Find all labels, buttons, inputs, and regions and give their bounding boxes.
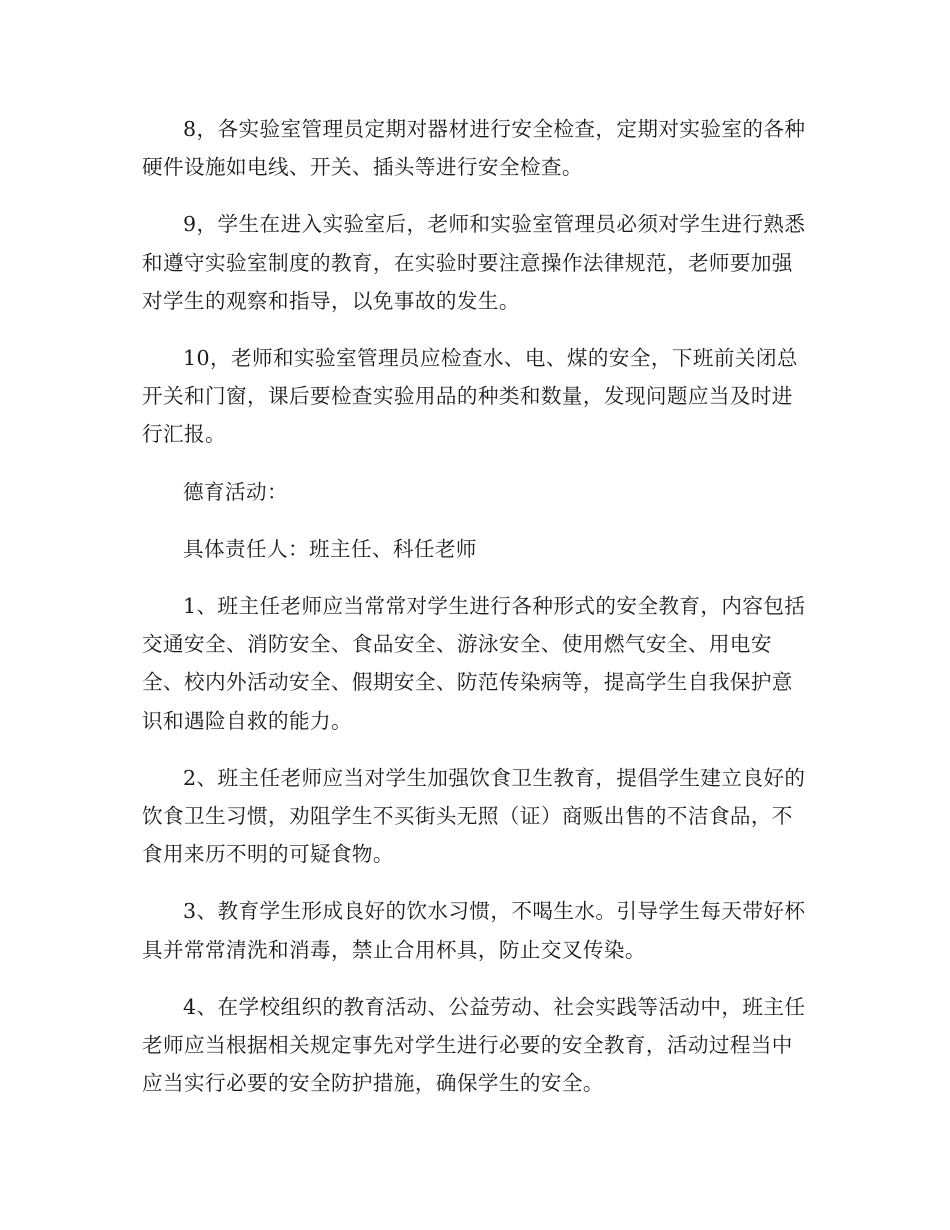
section-heading-moral-activities: 德育活动：	[183, 479, 288, 504]
paragraph-drinking-water: 3、教育学生形成良好的饮水习惯，不喝生水。引导学生每天带好杯具并常常清洗和消毒，禁止合用杯具，防止交叉传染。	[142, 899, 806, 962]
paragraph-activity-safety: 4、在学校组织的教育活动、公益劳动、社会实践等活动中，班主任老师应当根据相关规定事先对学生进行必要的安全教育，活动过程当中应当实行必要的安全防护措施，确保学生的安全。	[142, 994, 806, 1096]
paragraph-safety-education: 1、班主任老师应当常常对学生进行各种形式的安全教育，内容包括交通安全、消防安全、食品安全、游泳安全、使用燃气安全、用电安全、校内外活动安全、假期安全、防范传染病等，提高学生自我保护意识和遇险自救的能力。	[142, 594, 806, 733]
paragraph-lab-closing-check: 10，老师和实验室管理员应检查水、电、煤的安全，下班前关闭总开关和门窗，课后要检查实验用品的种类和数量，发现问题应当及时进行汇报。	[142, 346, 798, 447]
responsible-persons-line: 具体责任人：班主任、科任老师	[183, 536, 477, 561]
document-body	[142, 110, 807, 1102]
paragraph-food-hygiene: 2、班主任老师应当对学生加强饮食卫生教育，提倡学生建立良好的饮食卫生习惯，劝阻学生不买街头无照（证）商贩出售的不洁食品，不食用来历不明的可疑食物。	[142, 765, 806, 867]
paragraph-lab-entry-education: 9，学生在进入实验室后，老师和实验室管理员必须对学生进行熟悉和遵守实验室制度的教育，在实验时要注意操作法律规范，老师要加强对学生的观察和指导，以免事故的发生。	[142, 212, 806, 313]
paragraph-lab-equipment-check: 8，各实验室管理员定期对器材进行安全检查，定期对实验室的各种硬件设施如电线、开关、插头等进行安全检查。	[142, 117, 806, 180]
